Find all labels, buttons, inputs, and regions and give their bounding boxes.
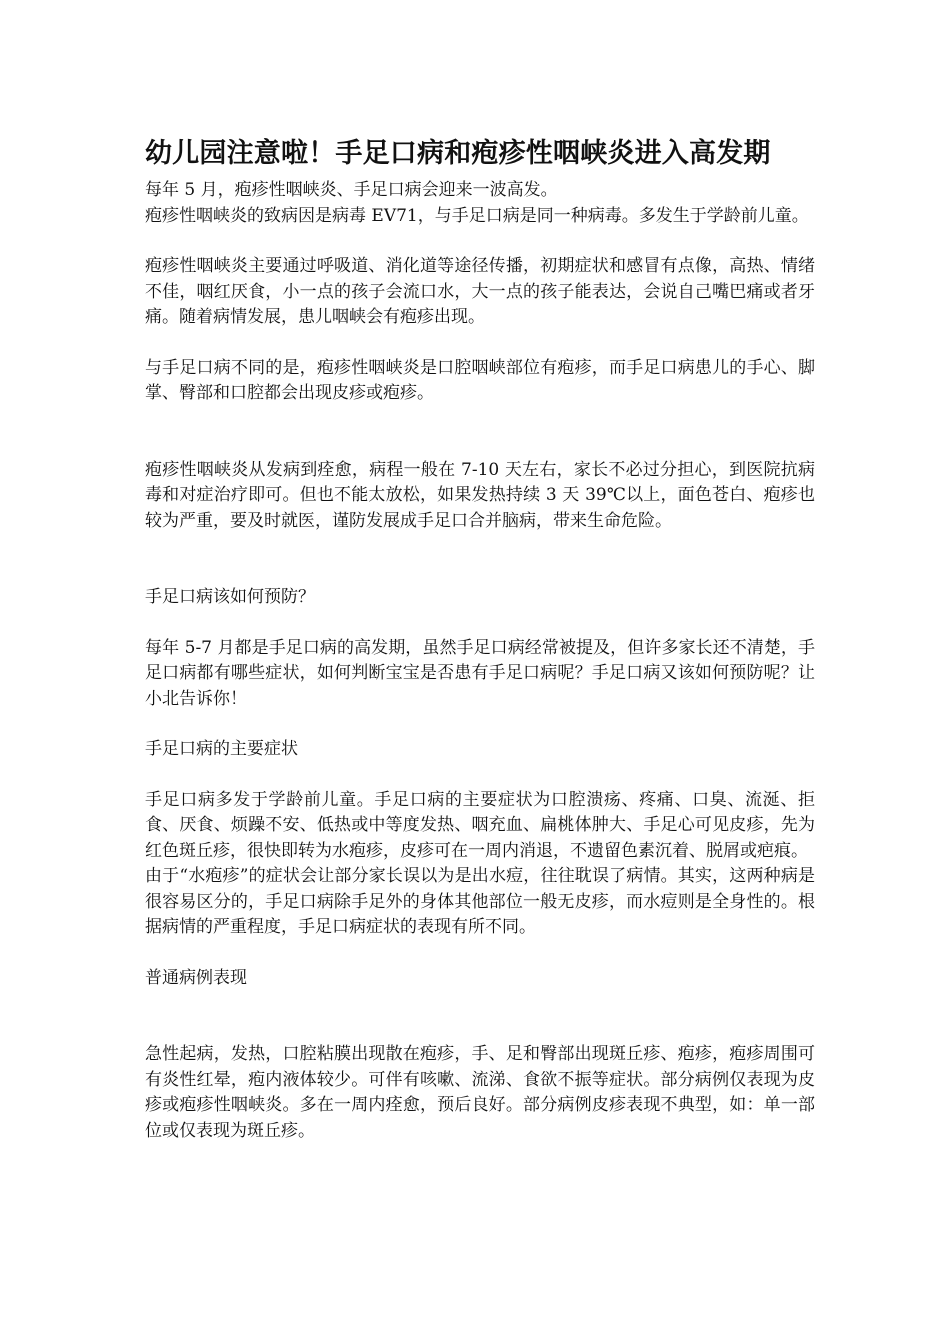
paragraph-transmission: 疱疹性咽峡炎主要通过呼吸道、消化道等途径传播，初期症状和感冒有点像，高热、情绪不佳，咽红厌食，小一点的孩子会流口水，大一点的孩子能表达，会说自己嘴巴痛或者牙痛。随着病情发展，患儿咽峡会有疱疹出现。 [145,256,815,327]
paragraph-cause: 疱疹性咽峡炎的致病因是病毒 EV71，与手足口病是同一种病毒。多发生于学龄前儿童。 [145,205,809,226]
paragraph-difference: 与手足口病不同的是，疱疹性咽峡炎是口腔咽峡部位有疱疹，而手足口病患儿的手心、脚掌、臀部和口腔都会出现皮疹或疱疹。 [145,357,815,403]
document-page [145,136,815,1144]
paragraph-common-cases: 急性起病，发热，口腔粘膜出现散在疱疹，手、足和臀部出现斑丘疹、疱疹，疱疹周围可有炎性红晕，疱内液体较少。可伴有咳嗽、流涕、食欲不振等症状。部分病例仅表现为皮疹或疱疹性咽峡炎。多在一周内痊愈，预后良好。部分病例皮疹表现不典型，如：单一部位或仅表现为斑丘疹。 [145,1044,815,1141]
spacer [145,941,815,966]
section-heading-common-cases: 普通病例表现 [145,967,247,988]
document-title: 幼儿园注意啦！手足口病和疱疹性咽峡炎进入高发期 [145,138,771,169]
spacer [145,331,815,356]
paragraph-symptoms: 手足口病多发于学龄前儿童。手足口病的主要症状为口腔溃疡、疼痛、口臭、流涎、拒食、厌食、烦躁不安、低热或中等度发热、咽充血、扁桃体肿大、手足心可见皮疹，先为红色斑丘疹，很快即转为水疱疹，皮疹可在一周内消退，不遗留色素沉着、脱屑或疤痕。 [145,789,815,861]
paragraph-season: 每年 5-7 月都是手足口病的高发期，虽然手足口病经常被提及，但许多家长还不清楚，手足口病都有哪些症状，如何判断宝宝是否患有手足口病呢？手足口病又该如何预防呢？让小北告诉你！ [145,637,815,709]
spacer [145,407,815,458]
section-heading-prevention: 手足口病该如何预防？ [145,587,315,607]
paragraph-intro: 每年 5 月，疱疹性咽峡炎、手足口病会迎来一波高发。 [145,180,558,200]
spacer [145,534,815,585]
spacer [145,763,815,788]
spacer [145,229,815,254]
paragraph-chickenpox: 由于“水疱疹”的症状会让部分家长误以为是出水痘，往往耽误了病情。其实，这两种病是很容易区分的，手足口病除手足外的身体其他部位一般无皮疹，而水痘则是全身性的。根据病情的严重程度，手足口病症状的表现有所不同。 [145,866,815,937]
spacer [145,991,815,1042]
paragraph-course: 疱疹性咽峡炎从发病到痊愈，病程一般在 7-10 天左右，家长不必过分担心，到医院抗病毒和对症治疗即可。但也不能太放松，如果发热持续 3 天 39℃以上，面色苍白、疱疹也较为严重，要及时就医，谨防发展成手足口合并脑病，带来生命危险。 [145,459,815,531]
spacer [145,712,815,737]
spacer [145,611,815,636]
section-heading-symptoms: 手足口病的主要症状 [145,739,298,759]
